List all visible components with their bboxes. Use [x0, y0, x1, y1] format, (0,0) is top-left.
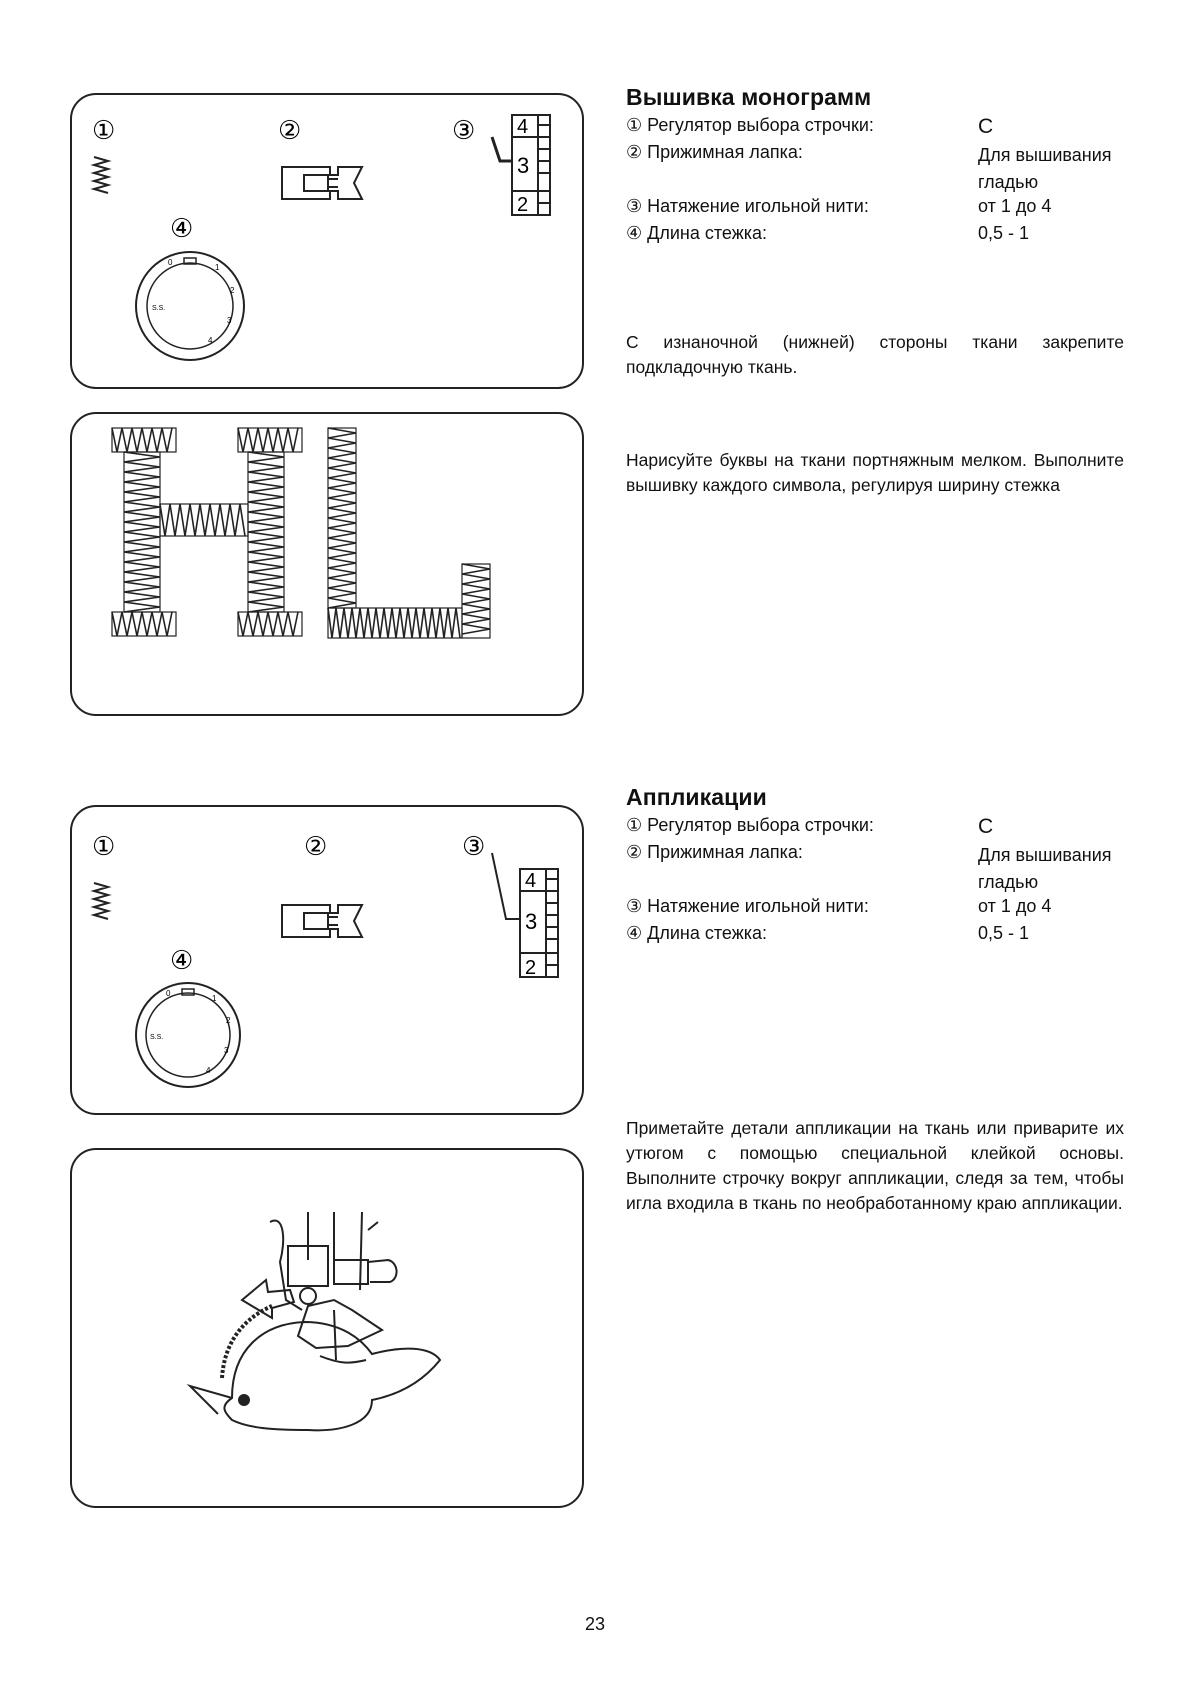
applique-title: Аппликации [626, 784, 767, 810]
l-end-serif [462, 564, 490, 634]
tension-mark-4: 4 [525, 870, 537, 892]
h-bottom-left-serif [112, 612, 172, 636]
l-base [328, 608, 460, 638]
h-left-stem [124, 452, 160, 612]
setting-row [626, 142, 1124, 196]
h-crossbar [160, 504, 245, 536]
tension-mark-3: 3 [517, 153, 530, 178]
applique-settings-figure [72, 807, 586, 1117]
setting-value: Для вышивания гладью [978, 145, 1112, 192]
tension-mark-3: 3 [525, 909, 538, 934]
setting-row [626, 842, 1124, 896]
setting-label: ④ Длина стежка: [626, 923, 768, 943]
setting-value: от 1 до 4 [978, 196, 1052, 216]
setting-label: ② Прижимная лапка: [626, 142, 803, 162]
monogram-paragraph-2: Нарисуйте буквы на ткани портняжным мелком. Выполните вышивку каждого символа, регулируя ширину стежка [626, 450, 1124, 495]
setting-label: ③ Натяжение игольной нити: [626, 896, 869, 916]
dial-mark-ss: S.S. [152, 305, 166, 312]
dial-mark-3: 3 [227, 316, 232, 325]
marker-4: ④ [170, 946, 194, 976]
dial-mark-2: 2 [230, 286, 235, 295]
dial-mark-4: 4 [206, 1066, 211, 1075]
setting-row [626, 896, 1124, 923]
setting-label: ② Прижимная лапка: [626, 842, 803, 862]
monogram-example-panel [70, 412, 584, 716]
setting-value: C [978, 815, 994, 838]
h-bottom-right-serif [238, 612, 298, 636]
marker-1: ① [92, 116, 116, 146]
applique-paragraph: Приметайте детали аппликации на ткань или приварите их утюгом с помощью специальной клейкой основы. Выполните строчку вокруг аппликации, следя за тем, чтобы игла входила в ткань по необработанному краю аппликации. [626, 1118, 1124, 1213]
dial-mark-1: 1 [212, 994, 217, 1003]
applique-section [626, 784, 1124, 950]
tension-mark-4: 4 [517, 116, 529, 138]
monogram-title: Вышивка монограмм [626, 84, 872, 110]
setting-label: ③ Натяжение игольной нити: [626, 196, 869, 216]
setting-row [626, 115, 1124, 142]
setting-value: от 1 до 4 [978, 896, 1052, 916]
tension-mark-2: 2 [525, 957, 537, 979]
hl-monogram-figure [72, 414, 586, 718]
monogram-settings-figure [72, 95, 586, 391]
h-top-right-serif [238, 428, 298, 452]
monogram-section [626, 84, 1124, 250]
setting-value: C [978, 115, 994, 138]
setting-value: 0,5 - 1 [978, 223, 1030, 243]
dial-mark-4: 4 [208, 336, 213, 345]
tension-mark-2: 2 [517, 194, 529, 216]
marker-2: ② [278, 116, 302, 146]
setting-label: ④ Длина стежка: [626, 223, 768, 243]
sewing-foot-illustration [270, 1212, 397, 1360]
setting-row [626, 196, 1124, 223]
setting-value: Для вышивания гладью [978, 845, 1112, 892]
page-number: 23 [584, 1614, 606, 1634]
monogram-settings-panel [70, 93, 584, 389]
setting-value: 0,5 - 1 [978, 923, 1030, 943]
presser-foot-icon [282, 905, 362, 937]
marker-3: ③ [452, 116, 476, 146]
dial-mark-2: 2 [226, 1016, 231, 1025]
setting-row [626, 815, 1124, 842]
monogram-paragraph-1: С изнаночной (нижней) стороны ткани закрепите подкладочную ткань. [626, 332, 1124, 377]
applique-settings-panel [70, 805, 584, 1115]
h-top-left-serif [112, 428, 172, 452]
setting-row [626, 223, 1124, 250]
bird-applique-illustration [190, 1306, 440, 1430]
presser-foot-icon [282, 167, 362, 199]
dial-mark-3: 3 [224, 1046, 229, 1055]
dial-mark-0: 0 [166, 989, 171, 998]
applique-illustration [72, 1150, 586, 1510]
applique-example-panel [70, 1148, 584, 1508]
marker-4: ④ [170, 214, 194, 244]
zigzag-stitch-icon [94, 883, 108, 919]
dial-mark-0: 0 [168, 258, 173, 267]
marker-2: ② [304, 832, 328, 862]
marker-3: ③ [462, 832, 486, 862]
dial-mark-ss: S.S. [150, 1034, 164, 1041]
marker-1: ① [92, 832, 116, 862]
setting-row [626, 923, 1124, 950]
dial-mark-1: 1 [215, 263, 220, 272]
l-stem [328, 428, 356, 608]
setting-label: ① Регулятор выбора строчки: [626, 115, 874, 135]
setting-label: ① Регулятор выбора строчки: [626, 815, 874, 835]
zigzag-stitch-icon [94, 157, 108, 193]
h-right-stem [248, 452, 284, 612]
